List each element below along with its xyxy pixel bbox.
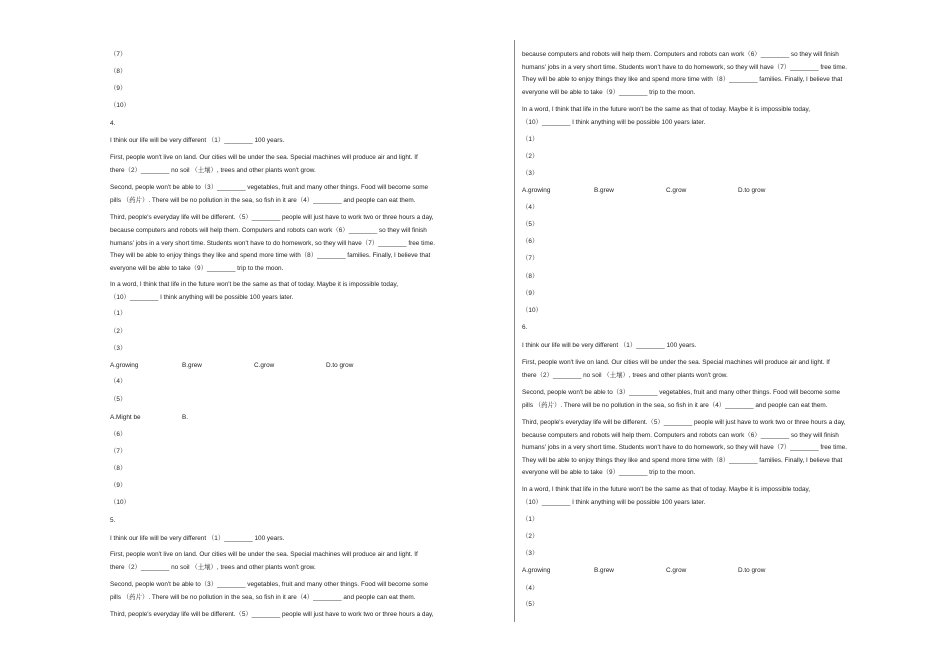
text-line: They will be able to enjoy things they like and spend more time with（8）________ families. Finally, I believe that xyxy=(522,457,843,464)
text-line: （3） xyxy=(522,550,539,557)
text-line: 6. xyxy=(522,324,528,331)
answer-option: A.Might be xyxy=(110,414,141,421)
text-line: （1） xyxy=(522,516,539,523)
text-line: Second, people won't be able to（3）________ vegetables, fruit and many other things. Food will become some xyxy=(110,581,429,588)
text-line: Second, people won't be able to（3）________ vegetables, fruit and many other things. Food will become some xyxy=(522,389,841,396)
text-line: （10） xyxy=(522,307,542,314)
text-line: （1） xyxy=(110,310,127,317)
answer-option: A.growing xyxy=(522,187,551,194)
text-line: In a word, I think that life in the future won't be the same as that of today. Maybe it is impossible today, xyxy=(522,486,811,493)
text-line: I think our life will be very different （1）________ 100 years. xyxy=(522,342,697,349)
text-line: humans' jobs in a very short time. Students won't have to do homework, so they will have（7）________ free time. xyxy=(522,444,847,451)
text-line: （9） xyxy=(110,85,127,92)
text-line: everyone will be able to take（9）________ trip to the moon. xyxy=(522,469,696,476)
text-line: （7） xyxy=(522,255,539,262)
answer-option: B.grew xyxy=(182,362,202,369)
text-line: （8） xyxy=(110,68,127,75)
answer-option: A.growing xyxy=(110,362,139,369)
text-line: （5） xyxy=(522,221,539,228)
answer-option: C.grow xyxy=(666,567,687,574)
text-line: there（2）________ no soil （土壤）, trees and other plants won't grow. xyxy=(110,564,316,571)
answer-option: B. xyxy=(182,414,189,421)
text-line: In a word, I think that life in the future won't be the same as that of today. Maybe it is impossible today, xyxy=(110,281,399,288)
text-line: First, people won't live on land. Our cities will be under the sea. Special machines will produce air and light. If xyxy=(522,359,830,366)
text-line: I think our life will be very different （1）________ 100 years. xyxy=(110,535,285,542)
text-line: （4） xyxy=(522,585,539,592)
text-line: （8） xyxy=(522,273,539,280)
text-line: everyone will be able to take（9）________ trip to the moon. xyxy=(110,265,284,272)
text-line: （10）________ I think anything will be possible 100 years later. xyxy=(522,119,706,126)
text-line: （10） xyxy=(110,102,130,109)
answer-option: D.to grow xyxy=(738,187,766,194)
text-line: everyone will be able to take（9）________ trip to the moon. xyxy=(522,89,696,96)
text-line: （10）________ I think anything will be possible 100 years later. xyxy=(110,294,294,301)
text-line: 5. xyxy=(110,517,116,524)
text-line: because computers and robots will help them. Computers and robots can work（6）________ so they will finish xyxy=(522,432,839,439)
text-line: pills （药片）. There will be no pollution in the sea, so fish in it are（4）________ and people can eat them. xyxy=(110,594,416,601)
text-line: Third, people's everyday life will be different.（5）________ people will just have to work two or three hours a day, xyxy=(522,419,846,426)
text-line: （6） xyxy=(110,431,127,438)
text-line: Third, people's everyday life will be different.（5）________ people will just have to work two or three hours a day, xyxy=(110,214,434,221)
text-line: They will be able to enjoy things they like and spend more time with（8）________ families. Finally, I believe that xyxy=(522,76,843,83)
text-line: First, people won't live on land. Our cities will be under the sea. Special machines will produce air and light. If xyxy=(110,154,418,161)
text-line: （4） xyxy=(522,204,539,211)
text-line: （10） xyxy=(110,499,130,506)
text-line: （2） xyxy=(110,328,127,335)
column-divider xyxy=(514,40,515,622)
text-line: Second, people won't be able to（3）________ vegetables, fruit and many other things. Food will become some xyxy=(110,184,429,191)
text-line: 4. xyxy=(110,120,116,127)
text-line: （9） xyxy=(522,290,539,297)
text-line: （5） xyxy=(110,396,127,403)
text-line: humans' jobs in a very short time. Students won't have to do homework, so they will have（7）________ free time. xyxy=(522,64,847,71)
answer-option: D.to grow xyxy=(738,567,766,574)
text-line: I think our life will be very different （1）________ 100 years. xyxy=(110,137,285,144)
text-line: （7） xyxy=(110,51,127,58)
text-line: there（2）________ no soil （土壤）, trees and other plants won't grow. xyxy=(522,372,728,379)
text-line: In a word, I think that life in the future won't be the same as that of today. Maybe it is impossible today, xyxy=(522,106,811,113)
text-line: （1） xyxy=(522,136,539,143)
text-line: （6） xyxy=(522,238,539,245)
text-line: pills （药片）. There will be no pollution in the sea, so fish in it are（4）________ and people can eat them. xyxy=(110,197,416,204)
text-line: （10）________ I think anything will be possible 100 years later. xyxy=(522,499,706,506)
text-line: （2） xyxy=(522,533,539,540)
text-line: there（2）________ no soil （土壤）, trees and other plants won't grow. xyxy=(110,167,316,174)
text-line: because computers and robots will help them. Computers and robots can work（6）________ so they will finish xyxy=(110,227,427,234)
text-line: because computers and robots will help them. Computers and robots can work（6）________ so they will finish xyxy=(522,51,839,58)
text-line: （5） xyxy=(522,601,539,608)
text-line: They will be able to enjoy things they like and spend more time with（8）________ families. Finally, I believe that xyxy=(110,252,431,259)
text-line: （3） xyxy=(110,345,127,352)
text-line: Third, people's everyday life will be different.（5）________ people will just have to work two or three hours a day, xyxy=(110,611,434,618)
answer-option: C.grow xyxy=(254,362,275,369)
text-line: （7） xyxy=(110,448,127,455)
text-line: （8） xyxy=(110,465,127,472)
text-line: pills （药片）. There will be no pollution in the sea, so fish in it are（4）________ and people can eat them. xyxy=(522,402,828,409)
text-line: First, people won't live on land. Our cities will be under the sea. Special machines will produce air and light. If xyxy=(110,551,418,558)
text-line: （3） xyxy=(522,170,539,177)
answer-option: C.grow xyxy=(666,187,687,194)
text-line: （2） xyxy=(522,153,539,160)
answer-option: A.growing xyxy=(522,567,551,574)
answer-option: B.grew xyxy=(594,187,614,194)
answer-option: B.grew xyxy=(594,567,614,574)
text-line: （9） xyxy=(110,482,127,489)
text-line: humans' jobs in a very short time. Students won't have to do homework, so they will have（7）________ free time. xyxy=(110,240,435,247)
answer-option: D.to grow xyxy=(326,362,354,369)
text-line: （4） xyxy=(110,378,127,385)
